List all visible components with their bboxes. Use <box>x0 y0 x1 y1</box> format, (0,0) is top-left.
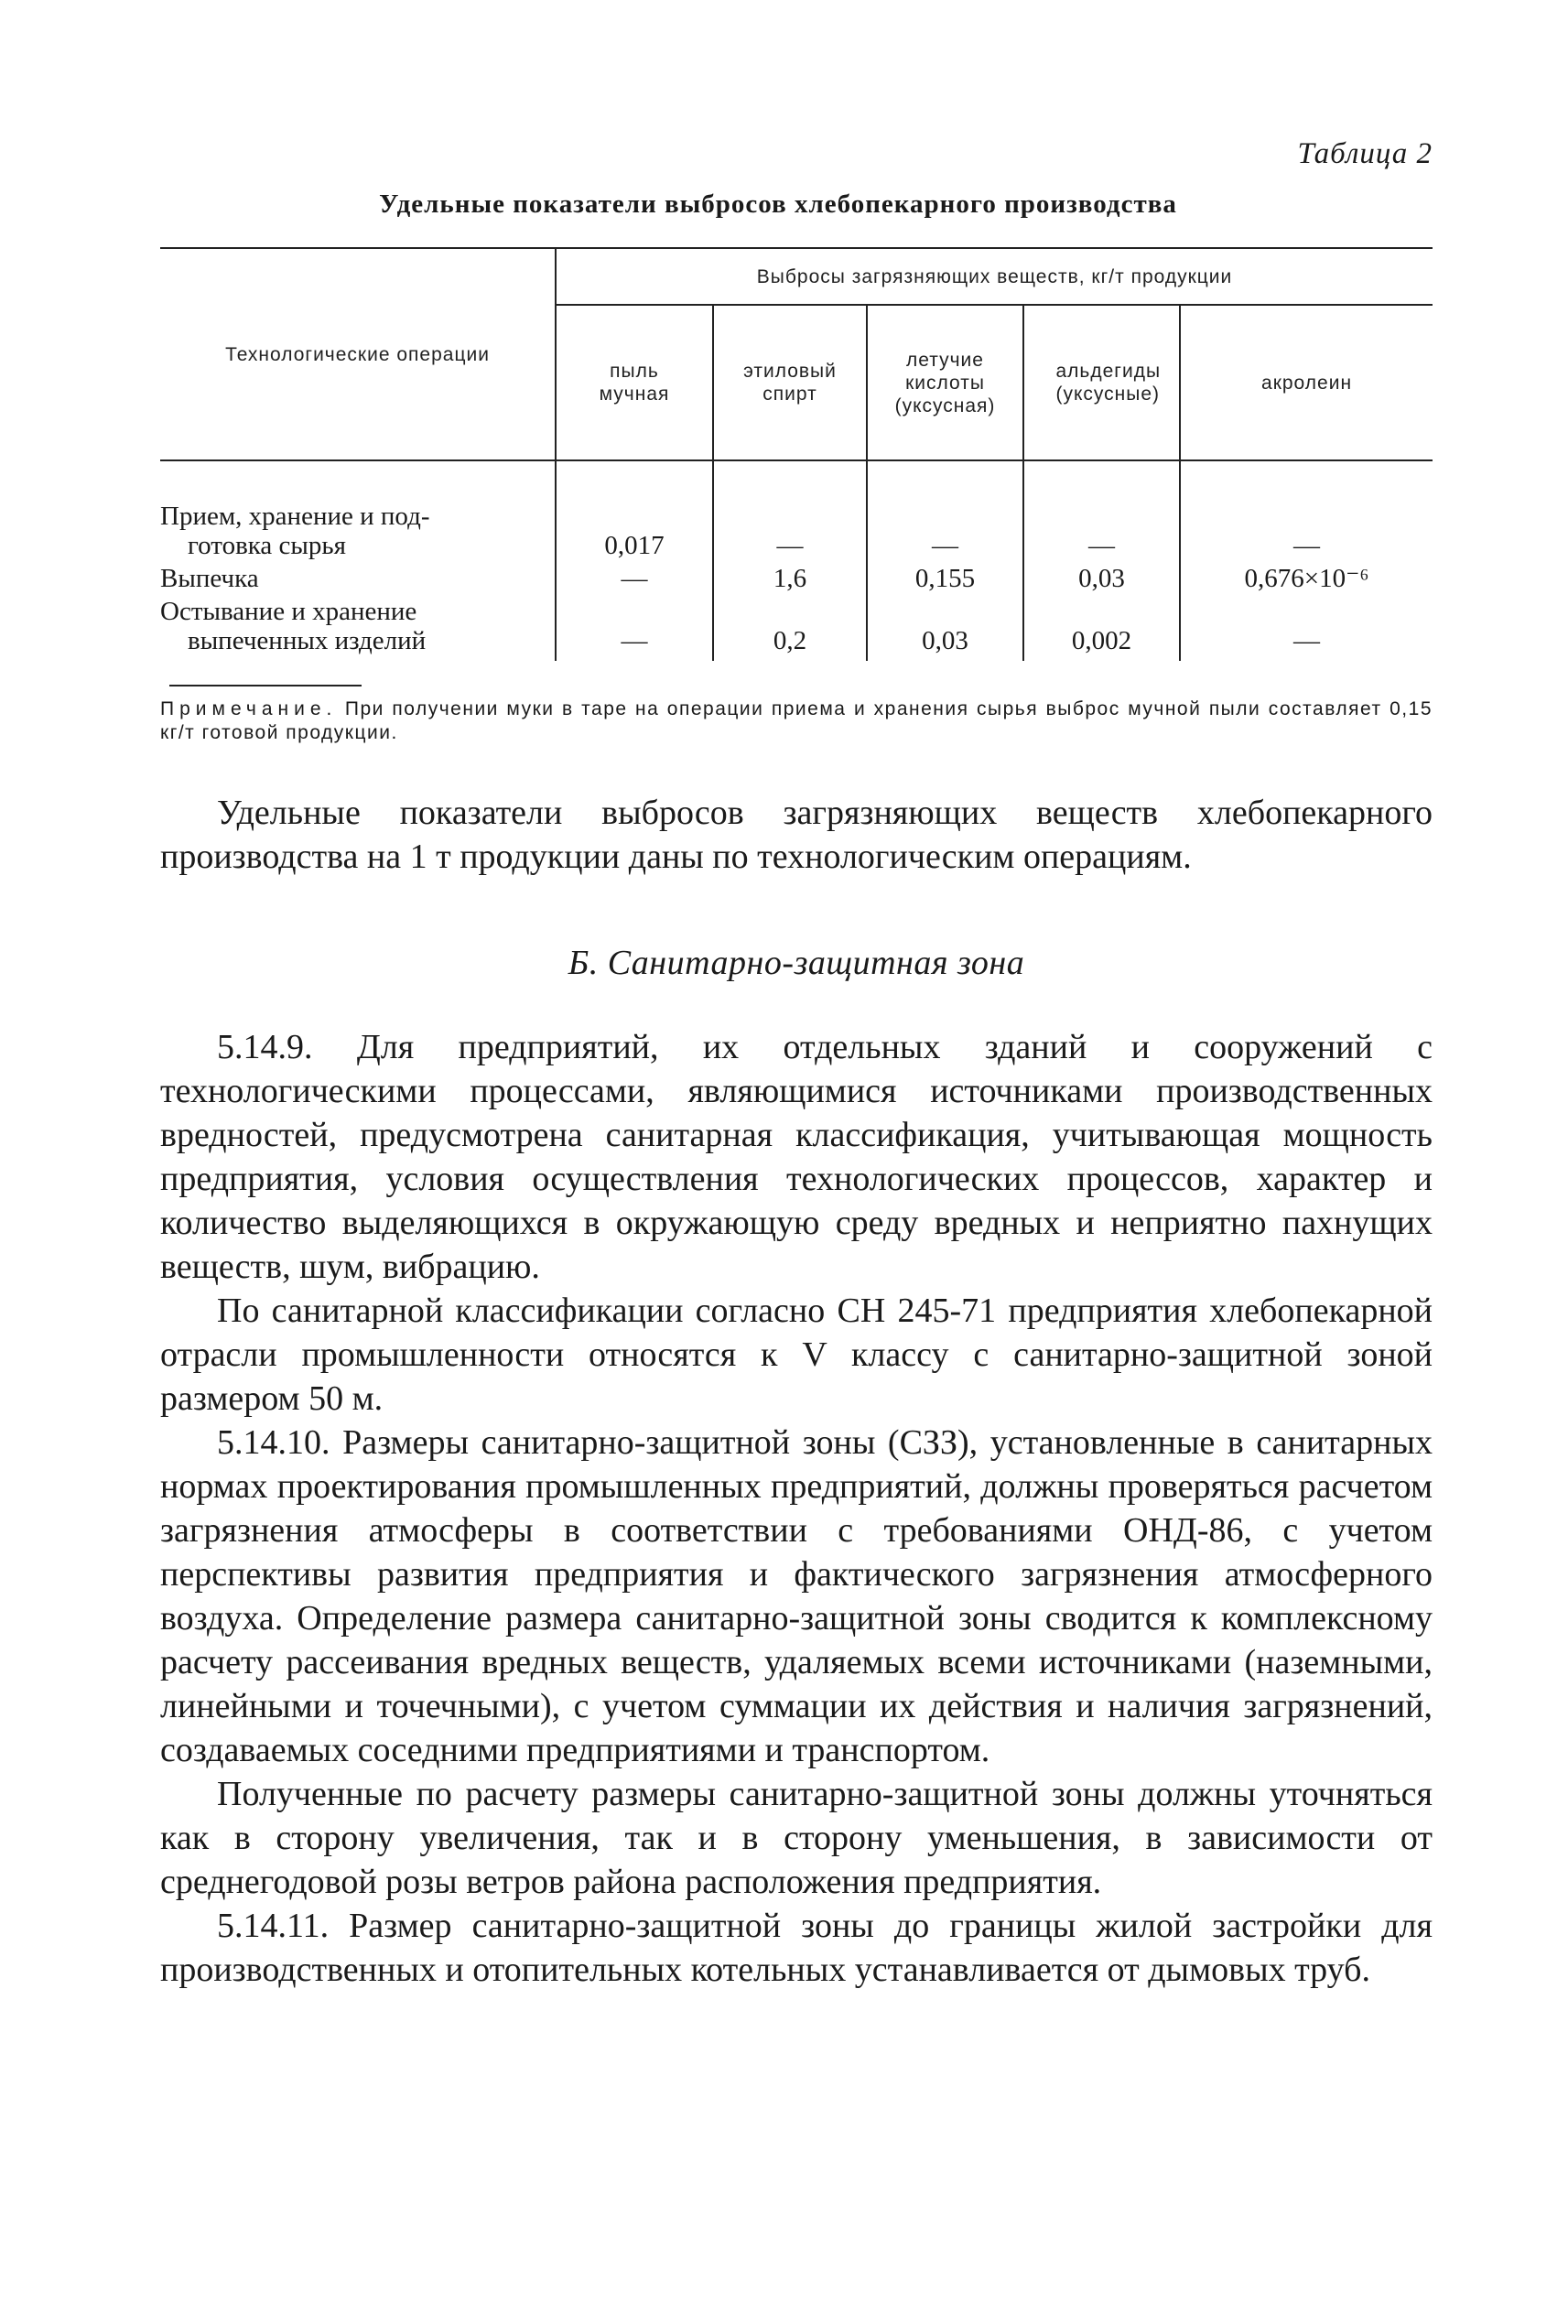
note-text: При получении муки в таре на операции приема и хранения сырья выброс мучной пыли составляет 0,15 кг/т готовой продукции. <box>160 698 1433 743</box>
value-cell: — <box>556 560 713 593</box>
table-row <box>160 560 1433 593</box>
column-header-flour-dust: пыль мучная <box>556 305 713 460</box>
column-header-acrolein: акролеин <box>1180 305 1433 460</box>
value-cell: 0,155 <box>867 560 1023 593</box>
table-header-row <box>160 248 1433 305</box>
value-cell: 1,6 <box>713 560 867 593</box>
group-header-emissions: Выбросы загрязняющих веществ, кг/т продукции <box>556 248 1433 305</box>
emissions-table <box>160 247 1433 661</box>
value-cell: — <box>1180 460 1433 560</box>
value-cell: 0,002 <box>1023 593 1180 661</box>
paragraph-refinement: Полученные по расчету размеры санитарно-защитной зоны должны уточняться как в сторону увеличения, так и в сторону уменьшения, в зависимости от среднегодовой розы ветров района расположения предприятия. <box>160 1775 1433 1901</box>
intro-paragraph: Удельные показатели выбросов загрязняющих веществ хлебопекарного производства на 1 т продукции даны по технологическим операциям. <box>160 794 1433 876</box>
paragraph-5-14-10: 5.14.10. Размеры санитарно-защитной зоны (СЗЗ), установленные в санитарных нормах проектирования промышленных предприятий, должны проверяться расчетом загрязнения атмосферы в соответствии с требованиями ОНД-86, с учетом перспективы развития предприятия и фактического загрязнения атмосферного воздуха. Определение размера санитарно-защитной зоны сводится к комплексному расчету рассеивания вредных веществ, удаляемых всеми источниками (наземными, линейными и точечными), с учетом суммации их действия и наличия загрязнений, создаваемых соседними предприятиями и транспортом. <box>160 1423 1433 1769</box>
note-divider <box>169 685 362 686</box>
value-cell: 0,03 <box>1023 560 1180 593</box>
paragraph-5-14-11: 5.14.11. Размер санитарно-защитной зоны до границы жилой застройки для производственных и отопительных котельных устанавливается от дымовых труб. <box>160 1907 1433 1989</box>
table-title: Удельные показатели выбросов хлебопекарного производства <box>379 189 1177 219</box>
table-label: Таблица 2 <box>1297 137 1433 170</box>
section-title: Б. Санитарно-защитная зона <box>568 944 1025 982</box>
value-cell: — <box>713 460 867 560</box>
value-cell: 0,03 <box>867 593 1023 661</box>
operation-cell: Прием, хранение и под- готовка сырья <box>160 502 430 560</box>
column-header-volatile-acids: летучие кислоты (уксусная) <box>867 305 1023 460</box>
value-cell: 0,2 <box>713 593 867 661</box>
note-lead: Примечание. <box>160 698 338 719</box>
table-row <box>160 593 1433 661</box>
column-header-aldehydes: альдегиды (уксусные) <box>1023 305 1180 460</box>
value-cell: — <box>1180 593 1433 661</box>
paragraph-classification: По санитарной классификации согласно СН 245-71 предприятия хлебопекарной отрасли промышленности относятся к V классу с санитарно-защитной зоной размером 50 м. <box>160 1292 1433 1418</box>
value-cell: 0,676×10⁻⁶ <box>1180 560 1433 593</box>
value-cell: 0,017 <box>556 460 713 560</box>
value-cell: — <box>867 460 1023 560</box>
value-cell: — <box>1023 460 1180 560</box>
column-header-ethanol: этиловый спирт <box>713 305 867 460</box>
operation-cell: Остывание и хранение выпеченных изделий <box>160 597 427 655</box>
operation-cell: Выпечка <box>160 564 259 593</box>
row-header-operations: Технологические операции <box>160 248 556 460</box>
paragraph-5-14-9: 5.14.9. Для предприятий, их отдельных зданий и сооружений с технологическими процессами, являющимися источниками производственных вредностей, предусмотрена санитарная классификация, учитывающая мощность предприятия, условия осуществления технологических процессов, характер и количество выделяющихся в окружающую среду вредных и неприятно пахнущих веществ, шум, вибрацию. <box>160 1028 1433 1286</box>
value-cell: — <box>556 593 713 661</box>
document-page <box>160 137 1433 1992</box>
table-note <box>160 697 1433 745</box>
table-row <box>160 460 1433 560</box>
